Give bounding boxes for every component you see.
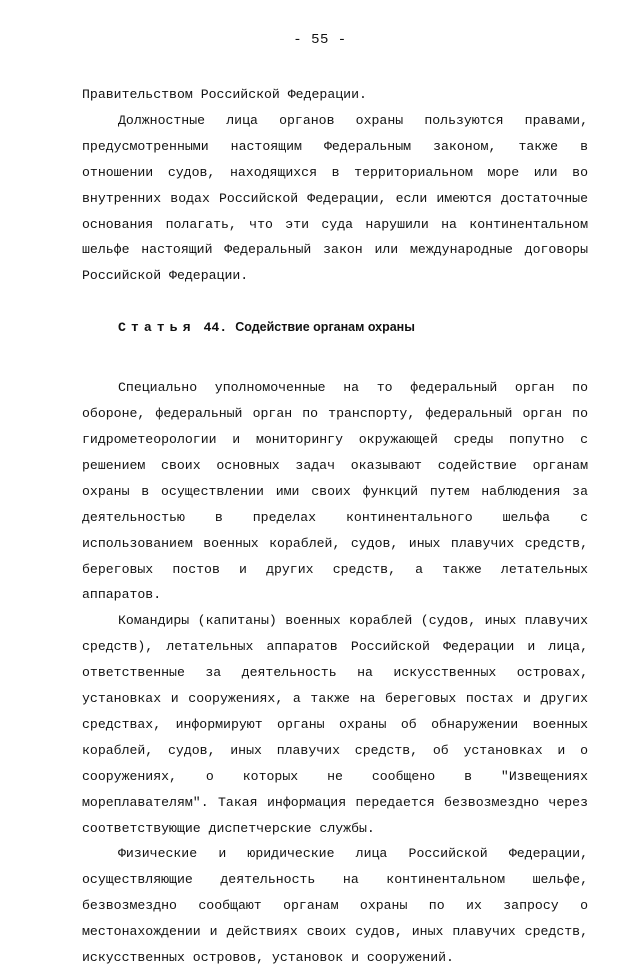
paragraph: Правительством Российской Федерации.: [82, 87, 367, 102]
article-number: 44.: [203, 320, 228, 336]
paragraph: Командиры (капитаны) военных кораблей (судов, иных плавучих средств), летательных аппаратов Российской Федерации и лица, ответственные за деятельность на искусственных островах, установках и сооружениях, а также на береговых постах и других средствах, информируют органы охраны об обнаружении военных кораблей, судов, иных плавучих средств, об установках и о сооружениях, о которых не сообщено в "Извещениях мореплавателям". Такая информация передается безвозмездно через соответствующие диспетчерские службы.: [82, 613, 588, 836]
document-body: [82, 82, 588, 971]
paragraph: Физические и юридические лица Российской Федерации, осуществляющие деятельность на континентальном шельфе, безвозмездно сообщают органам охраны по их запросу о местонахождении и действиях своих судов, иных плавучих средств, искусственных островов, установок и сооружений.: [82, 846, 588, 966]
article-label: Статья: [118, 320, 196, 336]
page-number: - 55 -: [293, 32, 347, 48]
article-heading: [82, 315, 588, 341]
paragraph: Должностные лица органов охраны пользуются правами, предусмотренными настоящим Федеральным законом, также в отношении судов, находящихся в территориальном море или во внутренних водах Российской Федерации, если имеются достаточные основания полагать, что эти суда нарушили на континентальном шельфе настоящий Федеральный закон или международные договоры Российской Федерации.: [82, 112, 588, 284]
paragraph: Специально уполномоченные на то федеральный орган по обороне, федеральный орган по транспорту, федеральный орган по гидрометеорологии и мониторингу окружающей среды попутно с решением своих основных задач оказывают содействие органам охраны в осуществлении ими своих функций путем наблюдения за деятельностью в пределах континентального шельфа с использованием военных кораблей, судов, иных плавучих средств, береговых постов и других средств, а также летательных аппаратов.: [82, 380, 588, 603]
article-title: Содействие органам охраны: [235, 320, 415, 335]
